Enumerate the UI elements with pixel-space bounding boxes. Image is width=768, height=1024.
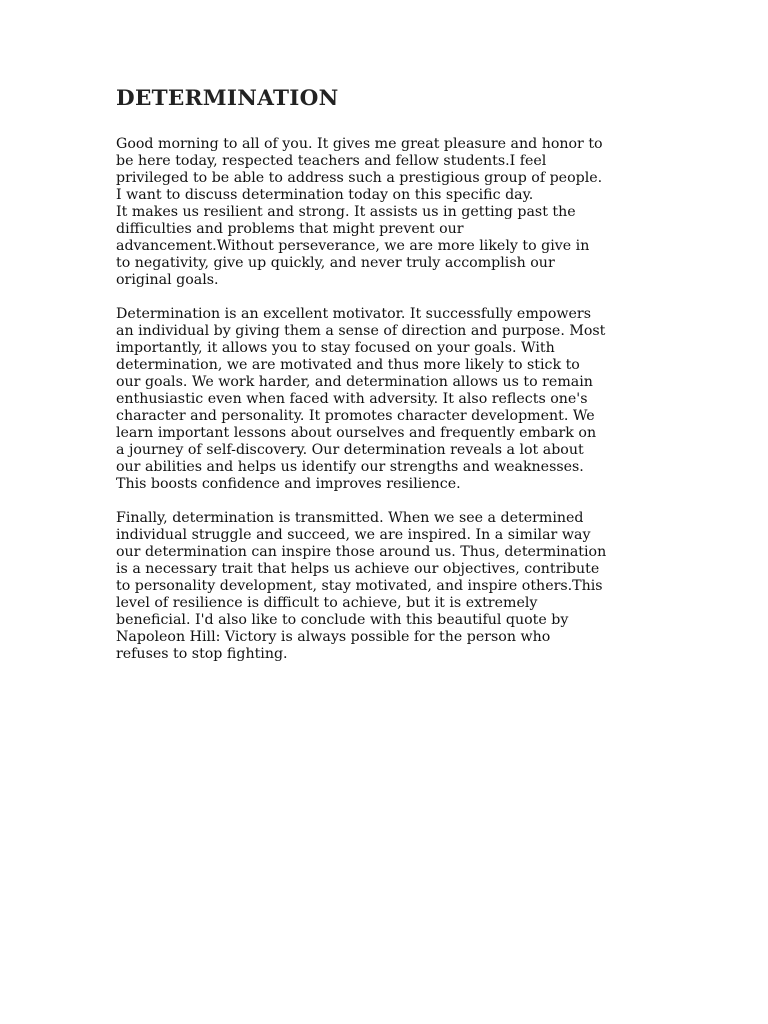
text-line: It makes us resilient and strong. It assists us in getting past the [116, 204, 576, 220]
text-line: refuses to stop fighting. [116, 646, 288, 662]
text-line: determination, we are motivated and thus more likely to stick to [116, 357, 580, 373]
text-line: I want to discuss determination today on this specific day. [116, 187, 534, 203]
text-line: Napoleon Hill: Victory is always possible for the person who [116, 629, 551, 645]
text-line: advancement.Without perseverance, we are more likely to give in [116, 238, 590, 254]
text-line: difficulties and problems that might prevent our [116, 221, 464, 237]
text-line: to negativity, give up quickly, and never truly accomplish our [116, 255, 555, 271]
text-line: our abilities and helps us identify our strengths and weaknesses. [116, 459, 584, 475]
text-line: enthusiastic even when faced with adversity. It also reflects one's [116, 391, 588, 407]
paragraph-2 [116, 306, 661, 493]
text-line: Good morning to all of you. It gives me great pleasure and honor to [116, 136, 603, 152]
text-line: is a necessary trait that helps us achieve our objectives, contribute [116, 561, 600, 577]
text-line: our goals. We work harder, and determination allows us to remain [116, 374, 593, 390]
document-title: DETERMINATION [116, 86, 339, 111]
text-line: Determination is an excellent motivator. It successfully empowers [116, 306, 591, 322]
document-page [116, 84, 661, 663]
text-line: to personality development, stay motivated, and inspire others.This [116, 578, 603, 594]
text-line: beneficial. I'd also like to conclude with this beautiful quote by [116, 612, 569, 628]
text-line: a journey of self-discovery. Our determination reveals a lot about [116, 442, 584, 458]
text-line: individual struggle and succeed, we are inspired. In a similar way [116, 527, 591, 543]
text-line: learn important lessons about ourselves and frequently embark on [116, 425, 597, 441]
text-line: level of resilience is difficult to achieve, but it is extremely [116, 595, 538, 611]
text-line: Finally, determination is transmitted. When we see a determined [116, 510, 584, 526]
paragraph-spacer [116, 493, 661, 510]
text-line: importantly, it allows you to stay focused on your goals. With [116, 340, 555, 356]
paragraph-3 [116, 510, 661, 663]
paragraph-spacer [116, 289, 661, 306]
text-line: our determination can inspire those around us. Thus, determination [116, 544, 607, 560]
text-line: This boosts confidence and improves resilience. [116, 476, 461, 492]
text-line: an individual by giving them a sense of direction and purpose. Most [116, 323, 606, 339]
paragraph-1 [116, 136, 661, 289]
text-line: be here today, respected teachers and fellow students.I feel [116, 153, 547, 169]
text-line: character and personality. It promotes character development. We [116, 408, 595, 424]
text-line: privileged to be able to address such a prestigious group of people. [116, 170, 603, 186]
text-line: original goals. [116, 272, 219, 288]
